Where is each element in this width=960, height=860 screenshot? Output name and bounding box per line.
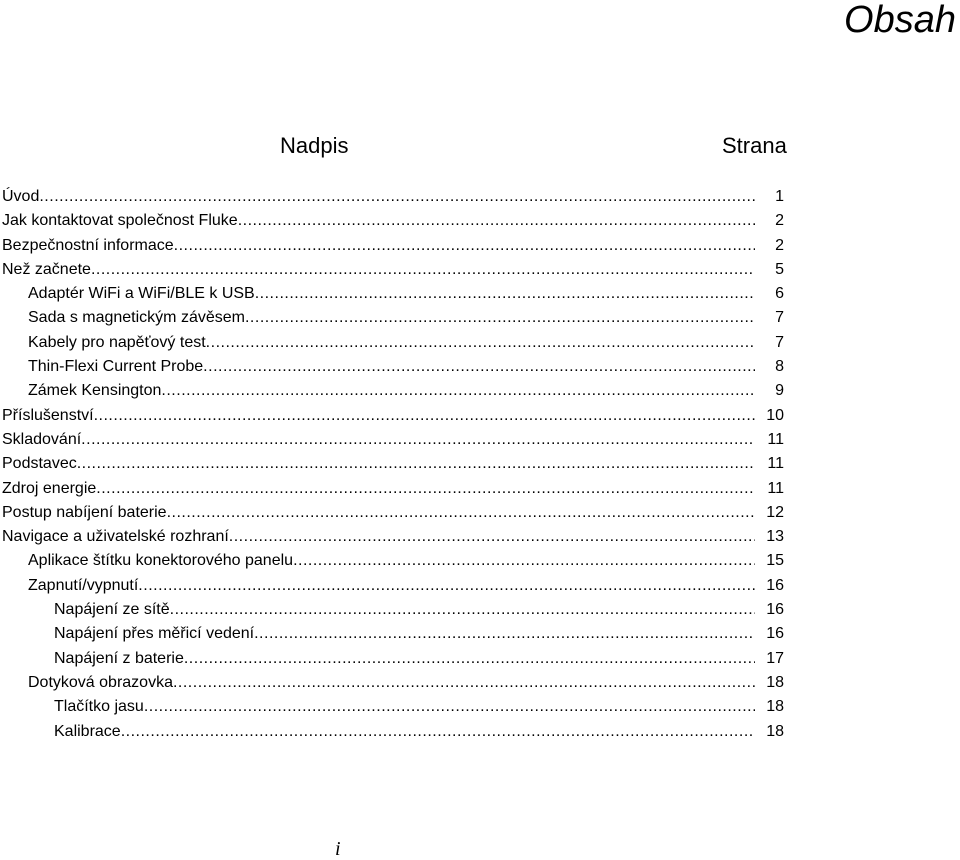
footer-page-number: i	[335, 838, 341, 860]
toc-entry[interactable]	[0, 258, 960, 282]
toc-entry-title: Navigace a uživatelské rozhraní	[2, 528, 229, 546]
toc-entry-title-line	[2, 477, 755, 501]
toc-entry[interactable]	[0, 574, 960, 598]
toc-entry-title-line	[2, 209, 755, 233]
toc-entry-page-number: 10	[766, 406, 784, 424]
toc-entry-title: Kabely pro napěťový test	[28, 333, 206, 351]
toc-entry[interactable]	[0, 428, 960, 452]
toc-entry[interactable]	[0, 695, 960, 719]
toc-entry[interactable]	[0, 549, 960, 573]
toc-entry-page-number: 16	[766, 601, 784, 619]
toc-entry[interactable]	[0, 209, 960, 233]
toc-entry-title-line	[54, 695, 755, 719]
dot-leader	[206, 331, 755, 355]
toc-entry-title-line	[2, 501, 755, 525]
toc-entry-title: Napájení ze sítě	[54, 601, 170, 619]
toc-entry[interactable]	[0, 525, 960, 549]
dot-leader	[161, 379, 755, 403]
toc-entry[interactable]	[0, 598, 960, 622]
toc-entry-page-number: 16	[766, 625, 784, 643]
toc-entry-title-line	[28, 282, 755, 306]
dot-leader	[173, 671, 755, 695]
dot-leader	[203, 355, 755, 379]
toc-entry-title: Aplikace štítku konektorového panelu	[28, 552, 294, 570]
toc-entry-title: Než začnete	[2, 260, 91, 278]
toc-entry[interactable]	[0, 720, 960, 744]
toc-entry-title-line	[28, 549, 755, 573]
dot-leader	[96, 477, 755, 501]
toc-entry-page-number: 9	[775, 382, 784, 400]
dot-leader	[121, 720, 755, 744]
dot-leader	[167, 501, 755, 525]
dot-leader	[170, 598, 755, 622]
toc-entry-title: Dotyková obrazovka	[28, 673, 173, 691]
toc-entry-title-line	[28, 574, 755, 598]
toc-entry-title-line	[2, 234, 755, 258]
dot-leader	[94, 404, 755, 428]
toc-entry[interactable]	[0, 671, 960, 695]
toc-entry-title-line	[28, 331, 755, 355]
toc-entry-title-line	[2, 185, 755, 209]
table-of-contents	[0, 185, 960, 744]
toc-entry-title: Příslušenství	[2, 406, 94, 424]
toc-entry-title-line	[54, 622, 755, 646]
toc-entry[interactable]	[0, 355, 960, 379]
toc-entry-title-line	[28, 671, 755, 695]
toc-entry[interactable]	[0, 647, 960, 671]
dot-leader	[238, 209, 755, 233]
toc-entry-title: Tlačítko jasu	[54, 698, 144, 716]
dot-leader	[91, 258, 755, 282]
toc-entry-page-number: 15	[766, 552, 784, 570]
toc-entry-title-line	[2, 258, 755, 282]
toc-entry-title-line	[28, 306, 755, 330]
toc-entry-title: Zapnutí/vypnutí	[28, 576, 139, 594]
dot-leader	[229, 525, 755, 549]
toc-entry-page-number: 18	[766, 698, 784, 716]
toc-entry[interactable]	[0, 185, 960, 209]
dot-leader	[245, 306, 755, 330]
toc-entry-title-line	[54, 647, 755, 671]
toc-entry-title: Skladování	[2, 430, 82, 448]
toc-entry-title: Jak kontaktovat společnost Fluke	[2, 212, 238, 230]
dot-leader	[138, 574, 755, 598]
page-title: Obsah	[844, 0, 956, 41]
toc-entry-title-line	[2, 428, 755, 452]
toc-entry-page-number: 1	[775, 188, 784, 205]
toc-entry[interactable]	[0, 622, 960, 646]
toc-entry[interactable]	[0, 282, 960, 306]
toc-entry-page-number: 2	[775, 236, 784, 254]
dot-leader	[184, 647, 755, 671]
toc-entry-page-number: 18	[766, 673, 784, 691]
toc-entry-page-number: 13	[766, 528, 784, 546]
toc-entry-title: Zámek Kensington	[28, 382, 162, 400]
toc-entry-page-number: 2	[775, 212, 784, 230]
toc-entry-title: Adaptér WiFi a WiFi/BLE k USB	[28, 285, 255, 303]
toc-entry[interactable]	[0, 477, 960, 501]
toc-entry-page-number: 8	[775, 358, 784, 376]
toc-entry-title-line	[28, 379, 755, 403]
toc-entry-title: Thin-Flexi Current Probe	[28, 358, 204, 376]
toc-entry[interactable]	[0, 331, 960, 355]
toc-entry-page-number: 16	[766, 576, 784, 594]
toc-entry-title: Napájení z baterie	[54, 649, 184, 667]
toc-entry-page-number: 11	[767, 430, 784, 448]
toc-entry-title-line	[28, 355, 755, 379]
column-header-page: Strana	[722, 133, 787, 158]
toc-entry-title: Bezpečnostní informace	[2, 236, 174, 254]
toc-entry-title: Zdroj energie	[2, 479, 97, 497]
dot-leader	[293, 549, 755, 573]
toc-entry[interactable]	[0, 452, 960, 476]
dot-leader	[77, 452, 755, 476]
toc-entry[interactable]	[0, 379, 960, 403]
toc-entry-title-line	[2, 404, 755, 428]
toc-entry-title: Sada s magnetickým závěsem	[28, 309, 245, 327]
toc-entry-page-number: 6	[775, 285, 784, 303]
toc-entry[interactable]	[0, 501, 960, 525]
dot-leader	[254, 622, 755, 646]
toc-entry-page-number: 5	[775, 260, 784, 278]
toc-entry[interactable]	[0, 404, 960, 428]
toc-entry-title: Postup nabíjení baterie	[2, 503, 167, 521]
toc-entry-title: Úvod	[2, 188, 40, 205]
dot-leader	[39, 185, 755, 209]
toc-entry[interactable]	[0, 234, 960, 258]
column-header-heading: Nadpis	[280, 133, 349, 158]
toc-entry-title-line	[2, 452, 755, 476]
toc-entry-page-number: 12	[766, 503, 784, 521]
toc-entry-page-number: 11	[767, 479, 784, 497]
toc-entry[interactable]	[0, 306, 960, 330]
toc-entry-page-number: 18	[766, 722, 784, 740]
dot-leader	[144, 695, 755, 719]
toc-entry-title: Podstavec	[2, 455, 77, 473]
toc-entry-page-number: 7	[775, 309, 784, 327]
toc-entry-page-number: 11	[767, 455, 784, 473]
toc-entry-page-number: 17	[766, 649, 784, 667]
toc-entry-title-line	[54, 720, 755, 744]
dot-leader	[255, 282, 755, 306]
toc-entry-page-number: 7	[775, 333, 784, 351]
dot-leader	[174, 234, 755, 258]
toc-entry-title: Napájení přes měřicí vedení	[54, 625, 255, 643]
dot-leader	[81, 428, 755, 452]
toc-entry-title-line	[2, 525, 755, 549]
toc-entry-title-line	[54, 598, 755, 622]
toc-entry-title: Kalibrace	[54, 722, 121, 740]
